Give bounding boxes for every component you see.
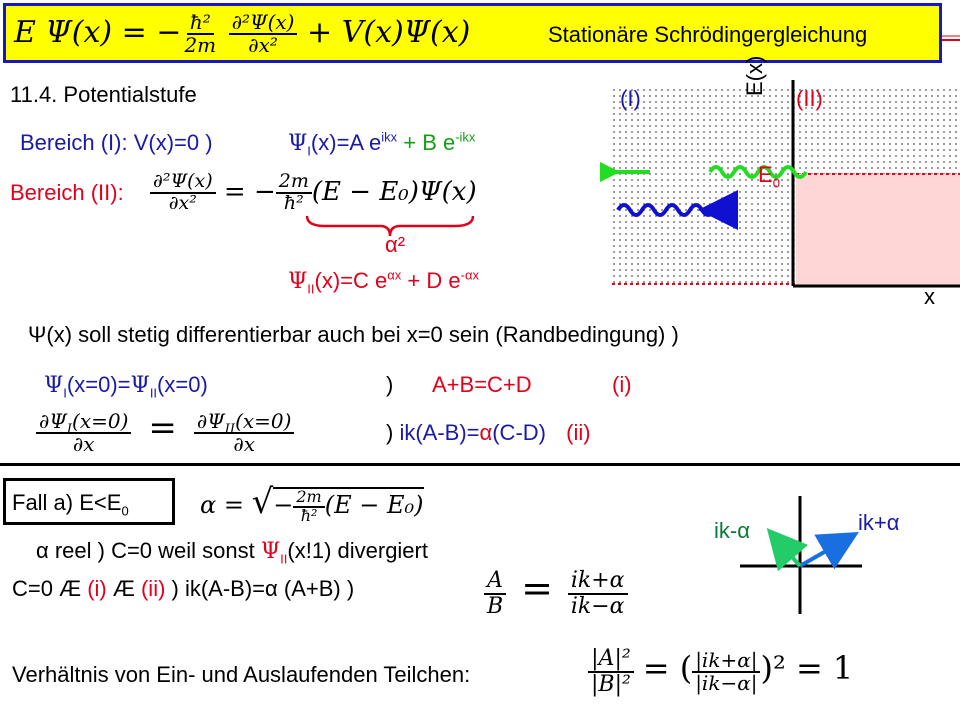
continuity-statement (28, 322, 679, 348)
root-hbar2: ħ² (300, 505, 318, 525)
ratio-b: B (487, 593, 504, 619)
psi1-exp2: -ikx (455, 129, 476, 145)
deriv-den-1: ∂x (72, 432, 95, 456)
equation-minus: − (156, 15, 182, 50)
cont-sub-b: II (149, 385, 158, 401)
condition-ii-rhs: (C-D) (492, 420, 546, 445)
psi1-subscript: I (307, 143, 311, 159)
cont-end: (x=0) (157, 372, 208, 397)
e0-letter: E (758, 162, 773, 187)
hbar-denominator: 2m (184, 33, 217, 57)
region2-label: Bereich (II): (10, 180, 124, 205)
dnum-a-sub: I (66, 422, 73, 437)
step-region (796, 174, 960, 286)
derivative-fraction-1 (36, 411, 131, 455)
psi2-solution (288, 267, 479, 297)
region2-eq-minus: = − (223, 177, 276, 207)
ratio-text: Verhältnis von Ein- und Auslaufenden Teilchen: (12, 662, 471, 687)
root-two-m: 2m (293, 489, 324, 508)
reflection-eq-open: = ( (642, 649, 693, 687)
region2-equation (150, 170, 477, 214)
diagram-region-II-label: (II) (796, 86, 823, 111)
title-edge-mark (942, 32, 960, 46)
cont-sub-a: I (63, 385, 67, 401)
condition-i: A+B=C+D (432, 372, 532, 397)
psi2-expr: (x)=C e (314, 268, 388, 293)
diagram-e0-label (758, 162, 780, 191)
alpha-reel-sub: II (280, 551, 288, 567)
region2-d2psi-fraction (150, 172, 216, 214)
ratio-equals: = (521, 566, 553, 610)
alpha-reel-rest: (x!1) divergiert (287, 538, 428, 563)
alpha-definition (200, 478, 424, 529)
section-divider (0, 463, 960, 466)
schroedinger-equation (14, 9, 470, 57)
reflection-equation (588, 636, 853, 702)
continuity-psi-equation (44, 372, 208, 401)
cont-psi-a: Ψ (44, 373, 64, 398)
cont-psi-b: Ψ (130, 373, 150, 398)
dx2-denominator: ∂x² (248, 33, 278, 57)
root-minus: − (273, 491, 294, 519)
condition-ii-lhs: ik(A-B)= (399, 420, 480, 445)
ratio-den: ik−α (570, 593, 625, 619)
case-a-sub: 0 (121, 503, 129, 519)
derivative-equation (36, 408, 294, 455)
abs-a2: |A|² (588, 647, 634, 672)
second-derivative-fraction (229, 12, 298, 56)
condition-i-tag: (i) (612, 372, 632, 397)
c0-text: C=0 Æ (12, 576, 88, 601)
vector-minus-label: ik-α (714, 518, 750, 543)
c0-rest: ) ik(A-B)=α (A+B) ) (165, 576, 355, 601)
alpha-real-line (36, 538, 428, 567)
abs-ab-fraction (588, 647, 634, 695)
psi2-symbol: Ψ (288, 269, 308, 294)
region2-hbar2: ħ² (283, 192, 304, 214)
vector-ik-minus-alpha (772, 534, 800, 566)
c0-ii: (ii) (140, 576, 166, 601)
condition-ii-tag: (ii) (566, 420, 591, 445)
alpha-def-lhs: α = (200, 491, 244, 519)
d2psi-numerator: ∂²Ψ(x) (229, 12, 298, 35)
complex-plane-diagram (730, 494, 870, 616)
implies-arrow-2: ) (386, 420, 394, 445)
e0-subscript: 0 (772, 175, 780, 191)
reflection-eq-close: )² = 1 (760, 649, 854, 687)
diagram-x-axis-label: x (924, 284, 935, 309)
region2-dx2: ∂x² (168, 192, 197, 214)
case-a-text: Fall a) E<E (12, 490, 122, 515)
dnum-a: ∂Ψ (39, 409, 67, 433)
alpha-reel-psi: Ψ (260, 539, 281, 564)
case-a-label (12, 490, 129, 519)
psi2-exp2: -αx (460, 267, 479, 283)
deriv-den-2: ∂x (233, 432, 255, 456)
psi1-symbol: Ψ (288, 131, 308, 156)
dnum-b-sub: II (224, 422, 236, 437)
equation-rest: + V(x)Ψ(x) (307, 15, 471, 50)
region2-expr-rest: (E − E₀)Ψ(x) (311, 177, 477, 207)
psi2-plus-d: + D e (401, 268, 461, 293)
sqrt-icon: √ (251, 482, 274, 522)
vector-plus-label: ik+α (858, 510, 900, 535)
deriv-num-2 (194, 409, 295, 437)
cont-mid: (x=0)= (66, 372, 131, 397)
implies-arrow-1: ) (386, 372, 394, 397)
dnum-a-arg: (x=0) (72, 409, 129, 433)
continuity-text: Ψ(x) soll stetig differentierbar auch bei x=0 sein (Randbedingung) ) (28, 322, 679, 347)
equation-lhs: E Ψ(x) = (14, 15, 147, 50)
region1-label: Bereich (I): V(x)=0 ) (20, 130, 213, 155)
psi1-solution (288, 129, 476, 159)
ratio-a: A (484, 569, 506, 594)
psi1-plus-b: + B e (397, 130, 456, 155)
section-title: 11.4. Potentialstufe (10, 82, 197, 107)
alpha-squared: α² (385, 232, 406, 257)
condition-ii-alpha: α (479, 420, 493, 445)
psi2-subscript: II (307, 281, 315, 297)
ratio-a-b (484, 560, 628, 620)
psi2-exp1: αx (387, 267, 402, 283)
abs-b2: |B|² (591, 671, 631, 697)
sqrt-argument (273, 486, 424, 525)
ratio-num: ik+α (568, 569, 628, 594)
vector-ik-plus-alpha (800, 536, 852, 566)
dnum-b: ∂Ψ (196, 409, 225, 433)
c0-i: (i) (87, 576, 107, 601)
ratio-ab-fraction (484, 569, 506, 617)
psi1-exp1: ikx (381, 129, 398, 145)
diagram-region-I-label: (I) (620, 86, 641, 111)
dnum-b-arg: (x=0) (235, 409, 292, 433)
c-zero-line (12, 576, 354, 602)
condition-ii-line (386, 420, 591, 446)
derivative-fraction-2 (194, 411, 295, 455)
page-title: Stationäre Schrödingergleichung (548, 22, 868, 47)
region2-mass-fraction (276, 172, 312, 214)
derivative-equals: = (148, 408, 177, 448)
ratio-ik-fraction (568, 569, 628, 617)
root-fraction (293, 486, 324, 525)
potential-step-diagram (600, 70, 960, 310)
psi1-expr: (x)=A e (310, 130, 382, 155)
deriv-num-1 (36, 409, 131, 437)
abs-ik-fraction (692, 647, 760, 695)
abs-ik-den: |ik−α| (695, 670, 758, 695)
root-rest: (E − E₀) (324, 491, 424, 519)
abs-ik-num: |ik+α| (692, 650, 760, 673)
hbar-fraction (181, 12, 219, 56)
region2-d2psi: ∂²Ψ(x) (150, 172, 216, 194)
alpha-reel-text: α reel ) C=0 weil sonst (36, 538, 261, 563)
diagram-y-axis-label: E(x) (742, 55, 767, 96)
c0-ae: Æ (106, 576, 141, 601)
region2-two-m: 2m (276, 172, 312, 194)
hbar-numerator: ħ² (187, 12, 214, 35)
